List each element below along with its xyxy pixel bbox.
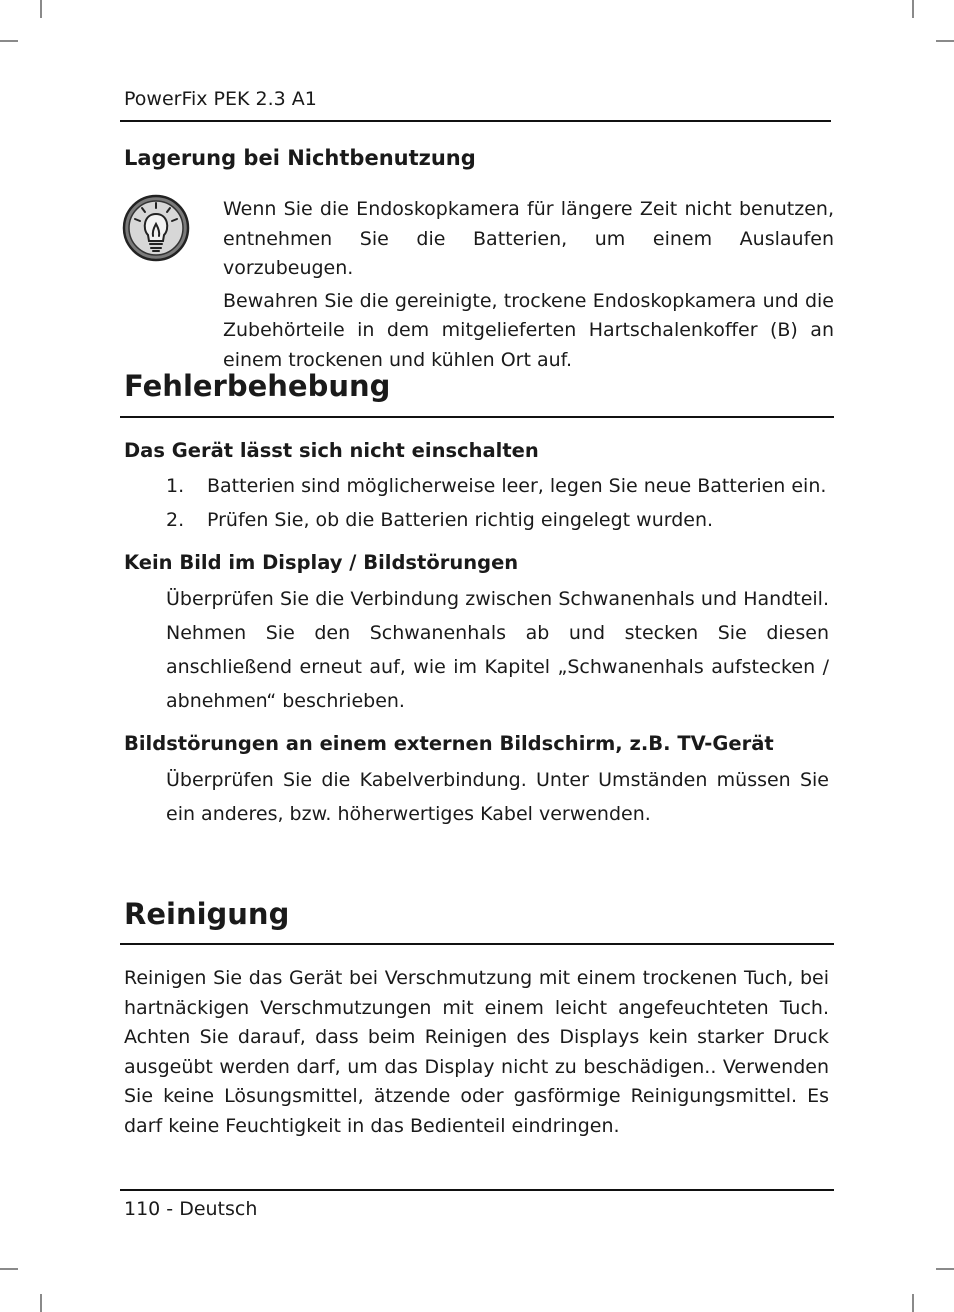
- cleaning-heading: Reinigung: [124, 897, 290, 931]
- crop-mark: [912, 1294, 914, 1312]
- heading-divider: [120, 416, 834, 418]
- storage-text: [223, 195, 834, 375]
- section-title: Das Gerät lässt sich nicht einschalten: [124, 439, 539, 462]
- list-item: [166, 509, 713, 531]
- storage-paragraph: Wenn Sie die Endoskopkamera für längere Zeit nicht benutzen, entnehmen Sie die Batterien, um einem Auslaufen vorzubeugen.: [223, 198, 834, 279]
- crop-mark: [936, 1268, 954, 1270]
- footer-divider: [120, 1189, 834, 1191]
- list-number: 1.: [166, 475, 185, 497]
- crop-mark: [40, 0, 42, 18]
- crop-mark: [936, 40, 954, 42]
- section-title: Bildstörungen an einem externen Bildschirm, z.B. TV-Gerät: [124, 732, 774, 755]
- running-header: PowerFix PEK 2.3 A1: [124, 88, 317, 110]
- list-number: 2.: [166, 509, 185, 531]
- list-text: Batterien sind möglicherweise leer, legen Sie neue Batterien ein.: [207, 475, 827, 497]
- list-text: Prüfen Sie, ob die Batterien richtig eingelegt wurden.: [207, 509, 714, 531]
- crop-mark: [0, 1268, 18, 1270]
- heading-divider: [120, 943, 834, 945]
- page-footer: 110 - Deutsch: [124, 1198, 258, 1220]
- cleaning-text: Reinigen Sie das Gerät bei Verschmutzung mit einem trockenen Tuch, bei hartnäckigen Verschmutzungen mit einem leicht angefeuchteten Tuch. Achten Sie darauf, dass beim Reinigen des Displays kein starker Druck ausgeübt werden darf, um das Display nicht zu beschädigen.. Verwenden Sie keine Lösungsmittel, ätzende oder gasförmige Reinigungsmittel. Es darf keine Feuchtigkeit in das Bedienteil eindringen.: [124, 967, 829, 1137]
- section-text: Überprüfen Sie die Kabelverbindung. Unter Umständen müssen Sie ein anderes, bzw. höherwertiges Kabel verwenden.: [166, 769, 829, 825]
- storage-paragraph: Bewahren Sie die gereinigte, trockene Endoskopkamera und die Zubehörteile in dem mitgelieferten Hartschalenkoffer (B) an einem trockenen und kühlen Ort auf.: [223, 289, 834, 371]
- section-title: Kein Bild im Display / Bildstörungen: [124, 551, 519, 574]
- lightbulb-icon: [121, 193, 191, 263]
- crop-mark: [912, 0, 914, 18]
- crop-mark: [0, 40, 18, 42]
- list-item: [166, 475, 826, 497]
- storage-heading: Lagerung bei Nichtbenutzung: [124, 146, 476, 170]
- troubleshooting-heading: Fehlerbehebung: [124, 369, 391, 403]
- header-divider: [120, 120, 831, 122]
- section-text: Überprüfen Sie die Verbindung zwischen Schwanenhals und Handteil. Nehmen Sie den Schwanenhals ab und stecken Sie diesen anschließend erneut auf, wie im Kapitel „Schwanenhals aufstecken / abnehmen“ beschrieben.: [166, 588, 829, 712]
- crop-mark: [40, 1294, 42, 1312]
